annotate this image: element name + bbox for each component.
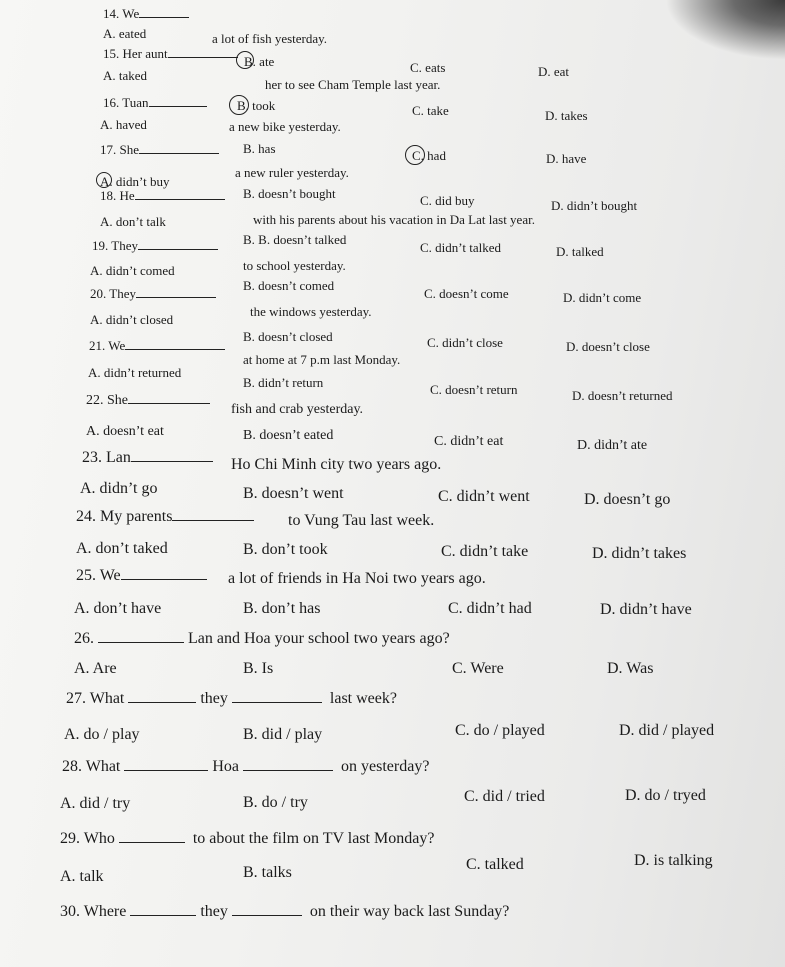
question-21-option-c[interactable]: C. doesn’t return: [430, 382, 518, 397]
answer-circle-mark: [96, 172, 112, 188]
question-16: [103, 95, 207, 111]
question-29-option-b[interactable]: B. talks: [243, 864, 292, 881]
question-25-rest: a lot of friends in Ha Noi two years ago.: [228, 570, 486, 587]
question-27-stem: 27. What: [66, 690, 125, 707]
question-25-option-c[interactable]: C. didn’t had: [448, 600, 532, 617]
question-23-option-a[interactable]: A. didn’t go: [80, 480, 158, 497]
question-24-blank: [172, 520, 254, 521]
question-19-stem: 19. They: [92, 238, 138, 253]
question-16-option-a[interactable]: A. haved: [100, 117, 147, 132]
question-22-stem: 22. She: [86, 393, 128, 408]
question-17-option-d[interactable]: D. didn’t bought: [551, 198, 638, 213]
question-19-option-c[interactable]: C. doesn’t come: [424, 286, 509, 301]
question-14-option-a[interactable]: A. eated: [103, 26, 147, 41]
question-30-blank-1: [130, 915, 196, 916]
question-17: [100, 142, 219, 158]
question-29-option-a[interactable]: A. talk: [60, 868, 104, 885]
question-28-option-b[interactable]: B. do / try: [243, 794, 308, 811]
question-30-blank-2: [232, 915, 302, 916]
question-17-option-b[interactable]: B. doesn’t bought: [243, 186, 336, 201]
question-15-stem: 15. Her aunt: [103, 46, 168, 61]
question-19-rest: to school yesterday.: [243, 258, 346, 273]
answer-circle-mark: [229, 95, 249, 115]
question-27-option-a[interactable]: A. do / play: [64, 726, 140, 743]
question-18-option-a[interactable]: A. don’t talk: [100, 214, 166, 229]
question-24-option-d[interactable]: D. didn’t takes: [592, 545, 687, 562]
question-27: [66, 690, 397, 708]
question-26-option-b[interactable]: B. Is: [243, 660, 274, 677]
question-20-rest: the windows yesterday.: [250, 304, 372, 319]
question-20: [90, 286, 216, 302]
question-16-option-d[interactable]: D. have: [546, 151, 587, 166]
question-21-stem: 21. We: [89, 338, 126, 353]
question-24-option-b[interactable]: B. don’t took: [243, 541, 328, 558]
question-18-rest: with his parents about his vacation in Da Lat last year.: [253, 212, 535, 227]
question-25: [76, 567, 207, 585]
question-26-blank: [98, 642, 184, 643]
question-21-blank: [125, 349, 225, 350]
question-14-blank: [139, 17, 189, 18]
question-24: [76, 508, 254, 526]
question-17-blank: [139, 153, 219, 154]
question-18: [100, 188, 225, 204]
question-30-rest: on their way back last Sunday?: [309, 903, 510, 920]
question-27-blank-1: [128, 702, 196, 703]
question-17-option-c[interactable]: C. did buy: [420, 193, 475, 208]
question-14-rest: a lot of fish yesterday.: [212, 31, 328, 46]
question-23-option-c[interactable]: C. didn’t went: [438, 488, 530, 505]
question-26-rest: Lan and Hoa your school two years ago?: [188, 630, 450, 647]
question-27-option-b[interactable]: B. did / play: [243, 726, 323, 743]
question-21-option-d[interactable]: D. doesn’t returned: [572, 388, 673, 403]
answer-circle-mark: [405, 145, 425, 165]
question-20-option-a[interactable]: A. didn’t closed: [90, 312, 174, 327]
question-16-rest: a new bike yesterday.: [229, 119, 341, 134]
question-14-option-c[interactable]: C. eats: [410, 60, 446, 75]
question-30-mid: they: [200, 903, 228, 920]
question-27-option-d[interactable]: D. did / played: [619, 722, 715, 739]
question-23-option-d[interactable]: D. doesn’t go: [584, 491, 671, 508]
question-14: [103, 6, 189, 22]
answer-circle-mark: [236, 51, 254, 69]
question-29-rest: to about the film on TV last Monday?: [192, 830, 435, 847]
question-26: [74, 630, 450, 648]
question-26-stem: 26.: [74, 630, 94, 647]
question-22-option-d[interactable]: D. didn’t ate: [577, 438, 648, 453]
question-19-blank: [138, 249, 218, 250]
question-28-option-a[interactable]: A. did / try: [60, 795, 131, 812]
question-15-option-b[interactable]: B. took: [237, 98, 276, 113]
question-15-rest: her to see Cham Temple last year.: [265, 77, 441, 92]
question-21-rest: at home at 7 p.m last Monday.: [243, 352, 401, 367]
question-22: [86, 393, 210, 409]
question-20-option-b[interactable]: B. doesn’t closed: [243, 329, 333, 344]
question-14-stem: 14. We: [103, 6, 140, 21]
question-18-option-b[interactable]: B. B. doesn’t talked: [243, 232, 347, 247]
question-23-option-b[interactable]: B. doesn’t went: [243, 485, 344, 502]
question-26-option-d[interactable]: D. Was: [607, 660, 654, 677]
question-18-option-d[interactable]: D. talked: [556, 244, 604, 259]
question-15-option-c[interactable]: C. take: [412, 103, 449, 118]
question-23: [82, 449, 213, 467]
question-26-option-a[interactable]: A. Are: [74, 660, 117, 677]
question-20-option-c[interactable]: C. didn’t close: [427, 335, 503, 350]
question-22-blank: [128, 403, 210, 404]
question-29-stem: 29. Who: [60, 830, 115, 847]
question-18-option-c[interactable]: C. didn’t talked: [420, 240, 502, 255]
question-29: [60, 830, 434, 848]
question-24-rest: to Vung Tau last week.: [288, 512, 435, 529]
question-28-option-d[interactable]: D. do / tryed: [625, 787, 706, 804]
question-28-blank-1: [124, 770, 208, 771]
question-14-option-d[interactable]: D. eat: [538, 64, 570, 79]
question-18-stem: 18. He: [100, 188, 135, 203]
question-25-stem: 25. We: [76, 567, 121, 584]
question-20-option-d[interactable]: D. doesn’t close: [566, 339, 650, 354]
question-15: [103, 46, 238, 62]
question-30-stem: 30. Where: [60, 903, 127, 920]
question-15-blank: [168, 57, 238, 58]
question-28-mid: Hoa: [212, 758, 240, 775]
question-23-rest: Ho Chi Minh city two years ago.: [231, 456, 442, 473]
question-16-option-b[interactable]: B. has: [243, 141, 276, 156]
question-28-stem: 28. What: [62, 758, 121, 775]
question-19-option-d[interactable]: D. didn’t come: [563, 290, 642, 305]
question-16-blank: [149, 106, 207, 107]
question-28-blank-2: [243, 770, 333, 771]
question-25-option-a[interactable]: A. don’t have: [74, 600, 162, 617]
question-17-option-a[interactable]: A. didn’t buy: [100, 174, 170, 189]
question-23-stem: 23. Lan: [82, 449, 131, 466]
question-15-option-d[interactable]: D. takes: [545, 108, 588, 123]
question-27-rest: last week?: [329, 690, 397, 707]
question-25-option-d[interactable]: D. didn’t have: [600, 601, 692, 618]
question-16-option-c[interactable]: C. had: [412, 148, 446, 163]
question-28: [62, 758, 429, 776]
question-18-blank: [135, 199, 225, 200]
question-22-option-b[interactable]: B. doesn’t eated: [243, 428, 334, 443]
question-22-option-c[interactable]: C. didn’t eat: [434, 434, 504, 449]
question-20-stem: 20. They: [90, 286, 136, 301]
question-30: [60, 903, 509, 921]
question-29-option-d[interactable]: D. is talking: [634, 852, 713, 869]
question-26-option-c[interactable]: C. Were: [452, 660, 504, 677]
question-28-rest: on yesterday?: [341, 758, 430, 775]
question-21-option-a[interactable]: A. didn’t returned: [88, 365, 182, 380]
question-16-stem: 16. Tuan: [103, 95, 149, 110]
question-25-option-b[interactable]: B. don’t has: [243, 600, 321, 617]
question-27-mid: they: [200, 690, 228, 707]
question-14-option-b[interactable]: B. ate: [244, 54, 275, 69]
question-21-option-b[interactable]: B. didn’t return: [243, 375, 324, 390]
question-19: [92, 238, 218, 254]
question-28-option-c[interactable]: C. did / tried: [464, 788, 545, 805]
question-27-blank-2: [232, 702, 322, 703]
question-19-option-a[interactable]: A. didn’t comed: [90, 263, 175, 278]
question-24-option-a[interactable]: A. don’t taked: [76, 540, 168, 557]
question-23-blank: [131, 461, 213, 462]
question-29-option-c[interactable]: C. talked: [466, 856, 524, 873]
question-27-option-c[interactable]: C. do / played: [455, 722, 545, 739]
question-24-stem: 24. My parents: [76, 508, 173, 525]
question-22-rest: fish and crab yesterday.: [231, 402, 364, 417]
question-17-stem: 17. She: [100, 142, 139, 157]
question-24-option-c[interactable]: C. didn’t take: [441, 543, 529, 560]
question-20-blank: [136, 297, 216, 298]
question-17-rest: a new ruler yesterday.: [235, 165, 349, 180]
question-22-option-a[interactable]: A. doesn’t eat: [86, 424, 164, 439]
question-25-blank: [121, 579, 207, 580]
question-21: [89, 338, 225, 354]
question-15-option-a[interactable]: A. taked: [103, 68, 148, 83]
question-29-blank: [119, 842, 185, 843]
question-19-option-b[interactable]: B. doesn’t comed: [243, 278, 335, 293]
